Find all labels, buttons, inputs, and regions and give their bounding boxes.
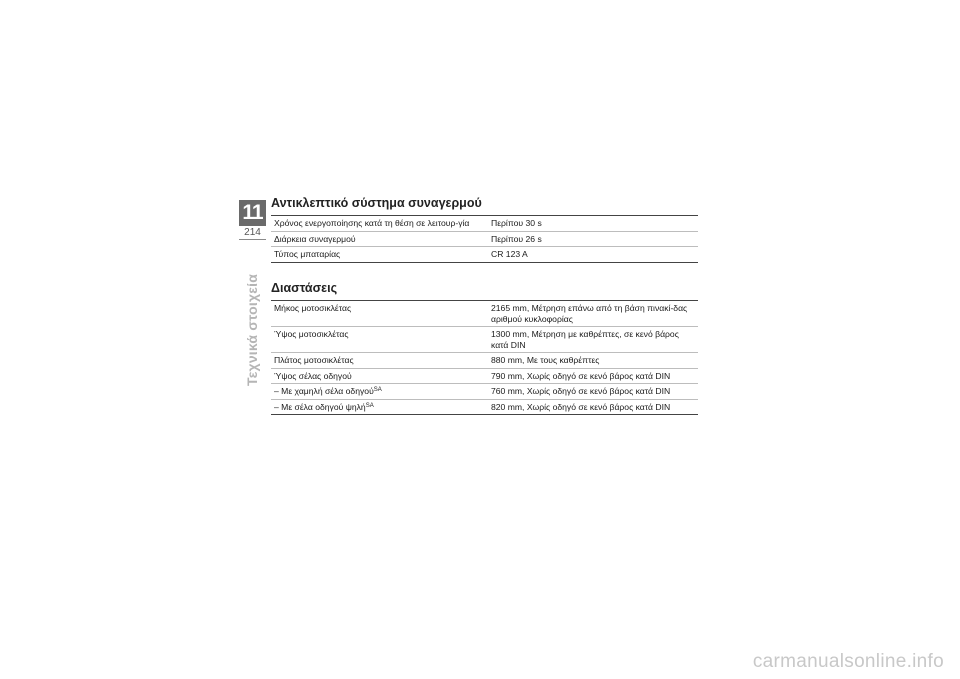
- table-row: [271, 368, 698, 384]
- spec-value: Περίπου 30 s: [488, 216, 698, 232]
- spec-value: 790 mm, Χωρίς οδηγό σε κενό βάρος κατά DIN: [488, 368, 698, 384]
- section-heading-dimensions: Διαστάσεις: [271, 281, 338, 295]
- table-row: [271, 327, 698, 353]
- spec-label: – Με χαμηλή σέλα οδηγού: [274, 386, 374, 396]
- table-row: [271, 384, 698, 400]
- spec-label-cell: [271, 399, 488, 415]
- table-row: [271, 231, 698, 247]
- spec-value: 1300 mm, Μέτρηση με καθρέπτες, σε κενό βάρος κατά DIN: [488, 327, 698, 353]
- table-row: [271, 301, 698, 327]
- spec-value: 760 mm, Χωρίς οδηγό σε κενό βάρος κατά DIN: [488, 384, 698, 400]
- spec-label: Πλάτος μοτοσικλέτας: [271, 353, 488, 369]
- chapter-title-vertical: Τεχνικά στοιχεία: [244, 273, 260, 386]
- spec-value: 2165 mm, Μέτρηση επάνω από τη βάση πινακί-δας αριθμού κυκλοφορίας: [488, 301, 698, 327]
- spec-label: Διάρκεια συναγερμού: [271, 231, 488, 247]
- spec-label: Τύπος μπαταρίας: [274, 249, 341, 259]
- spec-label-cell: [271, 384, 488, 400]
- spec-value: 820 mm, Χωρίς οδηγό σε κενό βάρος κατά DIN: [491, 401, 671, 412]
- table-row: [271, 216, 698, 232]
- table-row: [271, 399, 698, 415]
- spec-value: 880 mm, Με τους καθρέπτες: [488, 353, 698, 369]
- option-superscript: SA: [373, 387, 382, 393]
- alarm-spec-table: [271, 215, 698, 263]
- page-number: 214: [244, 227, 261, 238]
- spec-value: Περίπου 26 s: [488, 231, 698, 247]
- table-row: [271, 247, 698, 263]
- spec-label: Μήκος μοτοσικλέτας: [271, 301, 488, 327]
- page-number-divider: [239, 239, 266, 240]
- spec-label: Ύψος μοτοσικλέτας: [271, 327, 488, 353]
- watermark: carmanualsonline.info: [752, 651, 944, 672]
- chapter-number-box: 11: [239, 200, 266, 226]
- section-heading-alarm: Αντικλεπτικό σύστημα συναγερμού: [271, 196, 482, 210]
- spec-value: CR 123 A: [491, 249, 528, 259]
- spec-label: Ύψος σέλας οδηγού: [271, 368, 488, 384]
- table-row: [271, 353, 698, 369]
- spec-label: – Με σέλα οδηγού ψηλή: [274, 401, 366, 412]
- option-superscript: SA: [365, 402, 374, 409]
- dimensions-spec-table: [271, 300, 698, 415]
- spec-label: Χρόνος ενεργοποίησης κατά τη θέση σε λειτουρ-γία: [271, 216, 488, 232]
